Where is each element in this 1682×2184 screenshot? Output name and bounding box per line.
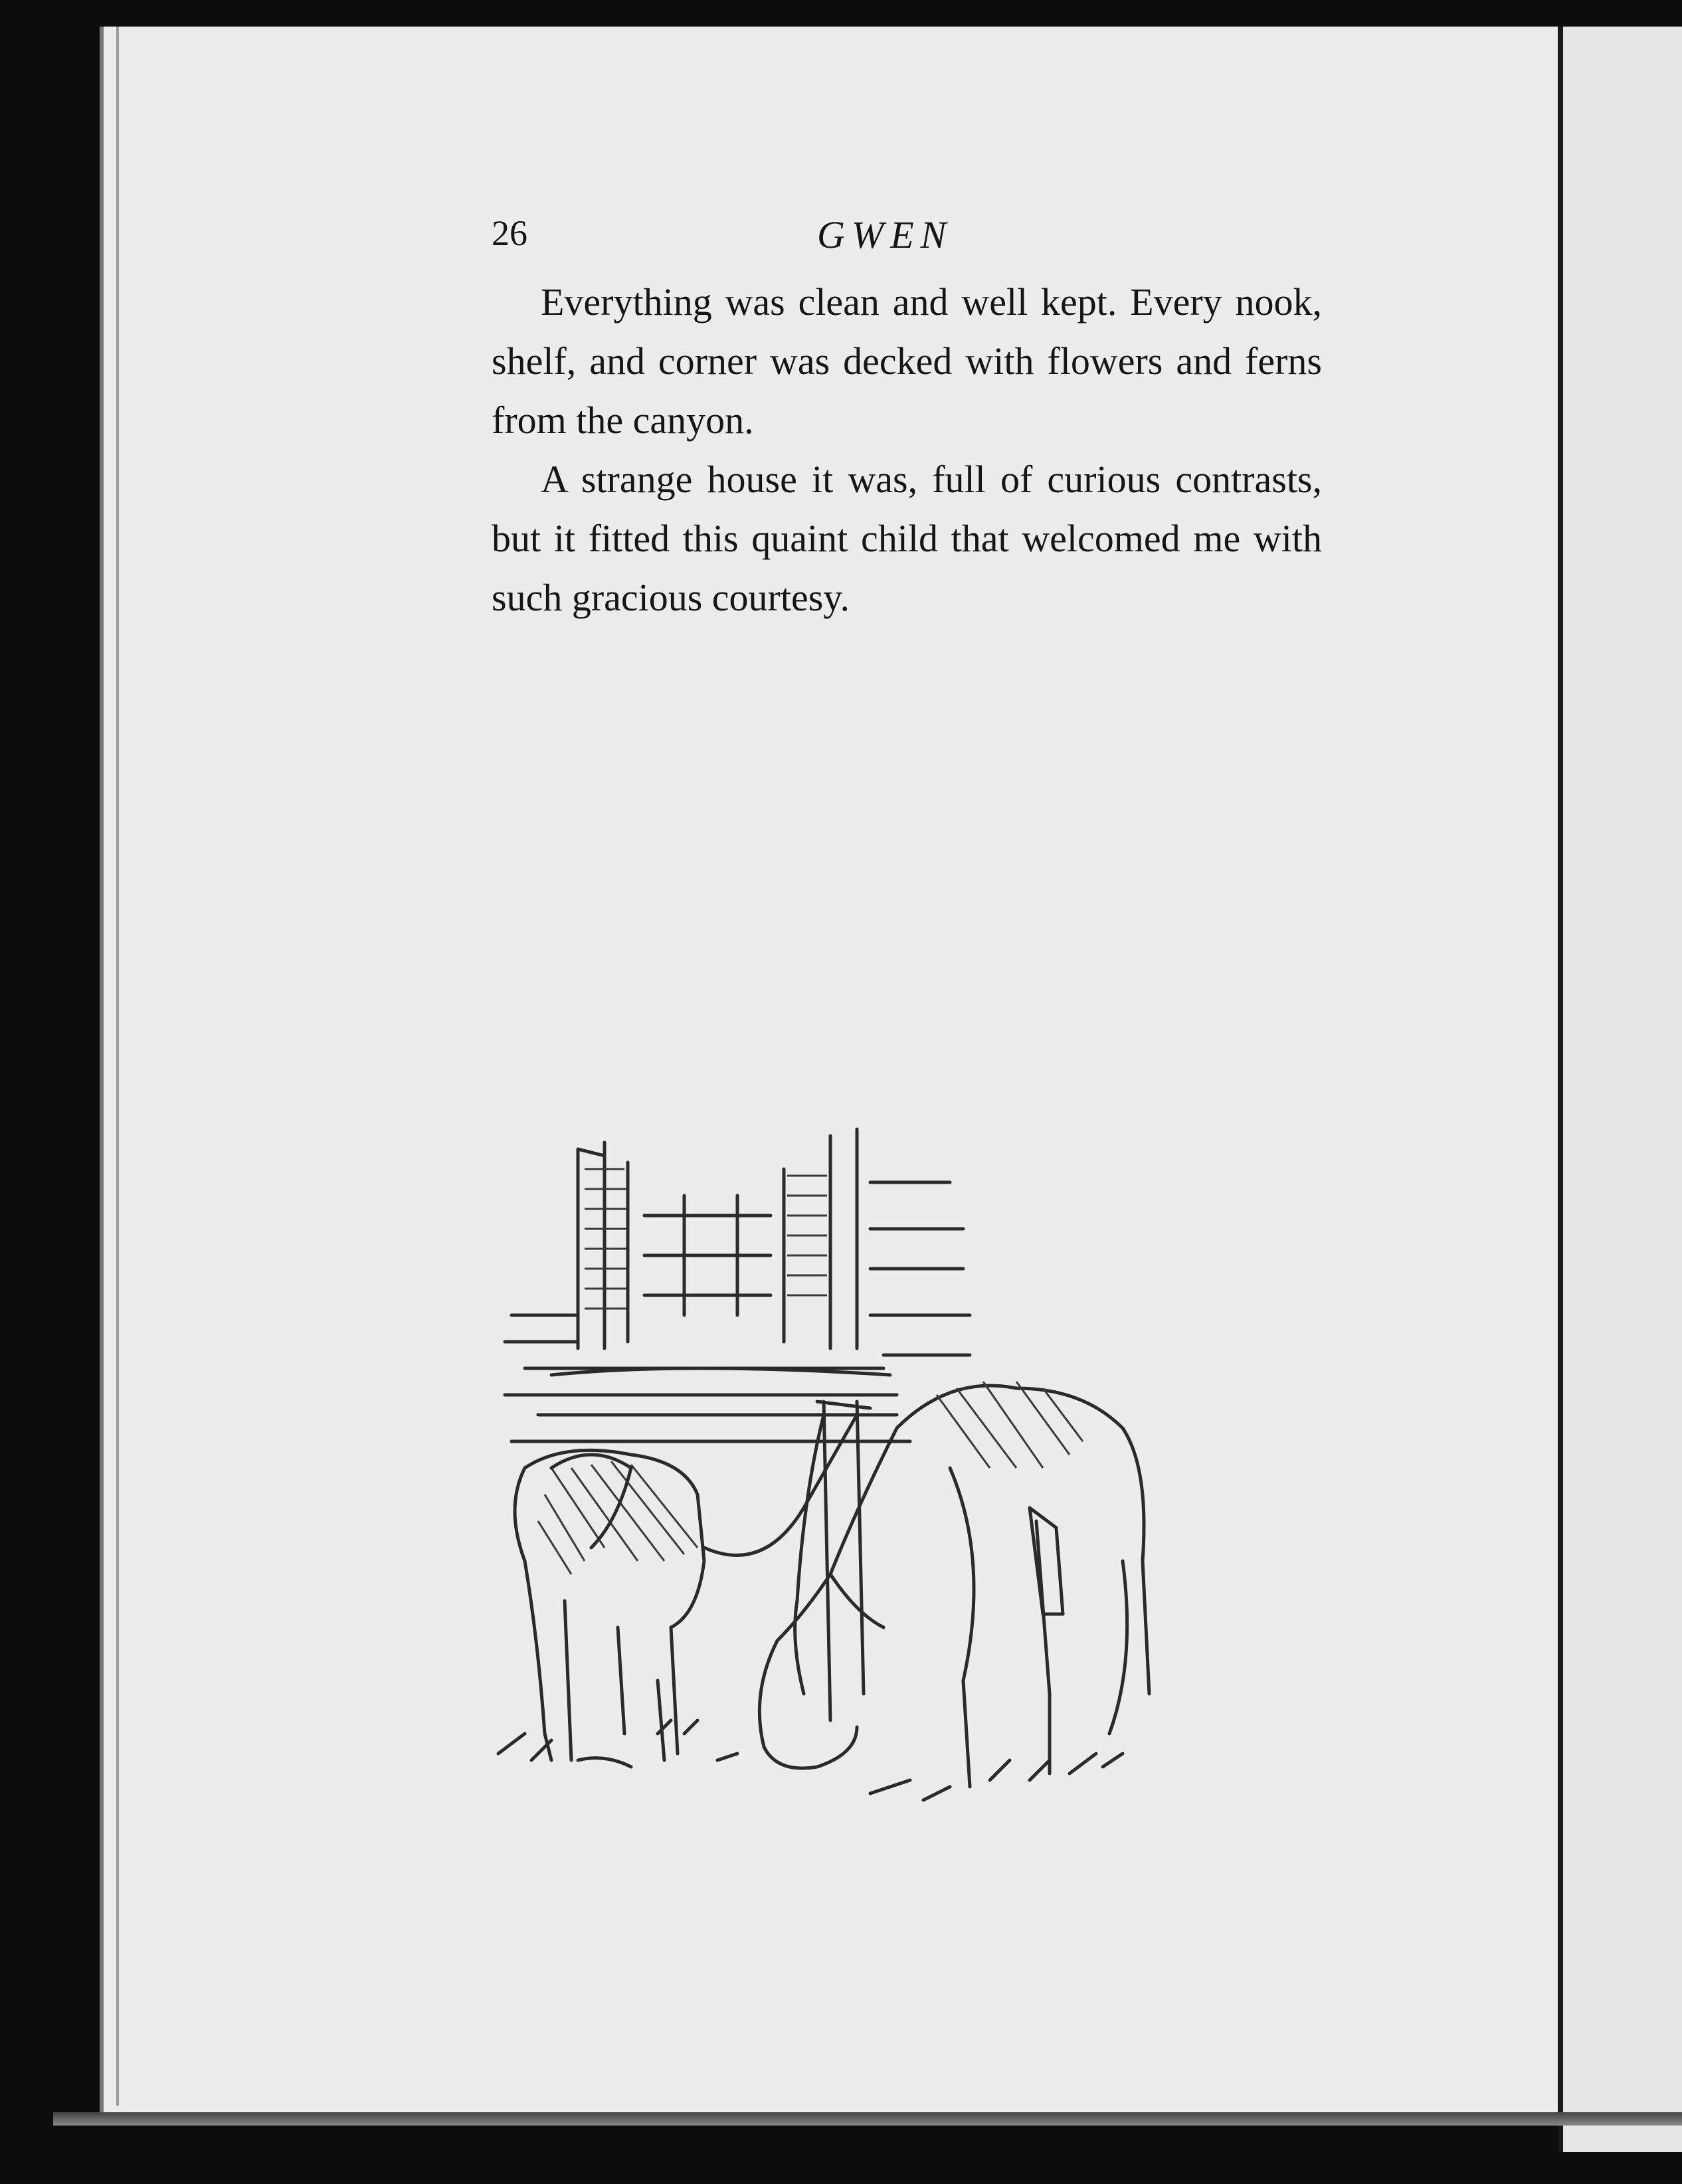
body-text (492, 272, 1322, 627)
book-bottom-edge (53, 2112, 1682, 2126)
left-horse (515, 1415, 857, 1760)
cabin-window (505, 1129, 970, 1441)
grass (498, 1720, 1123, 1800)
page-header (492, 213, 1322, 266)
horses-drawing (485, 1096, 1216, 1880)
facing-page-edge (1558, 27, 1682, 2152)
paragraph: Everything was clean and well kept. Every nook, shelf, and corner was decked with flowers and ferns from the canyon. (492, 280, 1322, 442)
running-head: GWEN (817, 213, 953, 256)
paragraph: A strange house it was, full of curious contrasts, but it fitted this quaint child that welcomed me with such gracious courtesy. (492, 458, 1322, 619)
horses-illustration (485, 1096, 1216, 1880)
page-fold-edge (116, 27, 119, 2106)
hitching-post (795, 1402, 870, 1720)
page-number: 26 (492, 213, 527, 253)
